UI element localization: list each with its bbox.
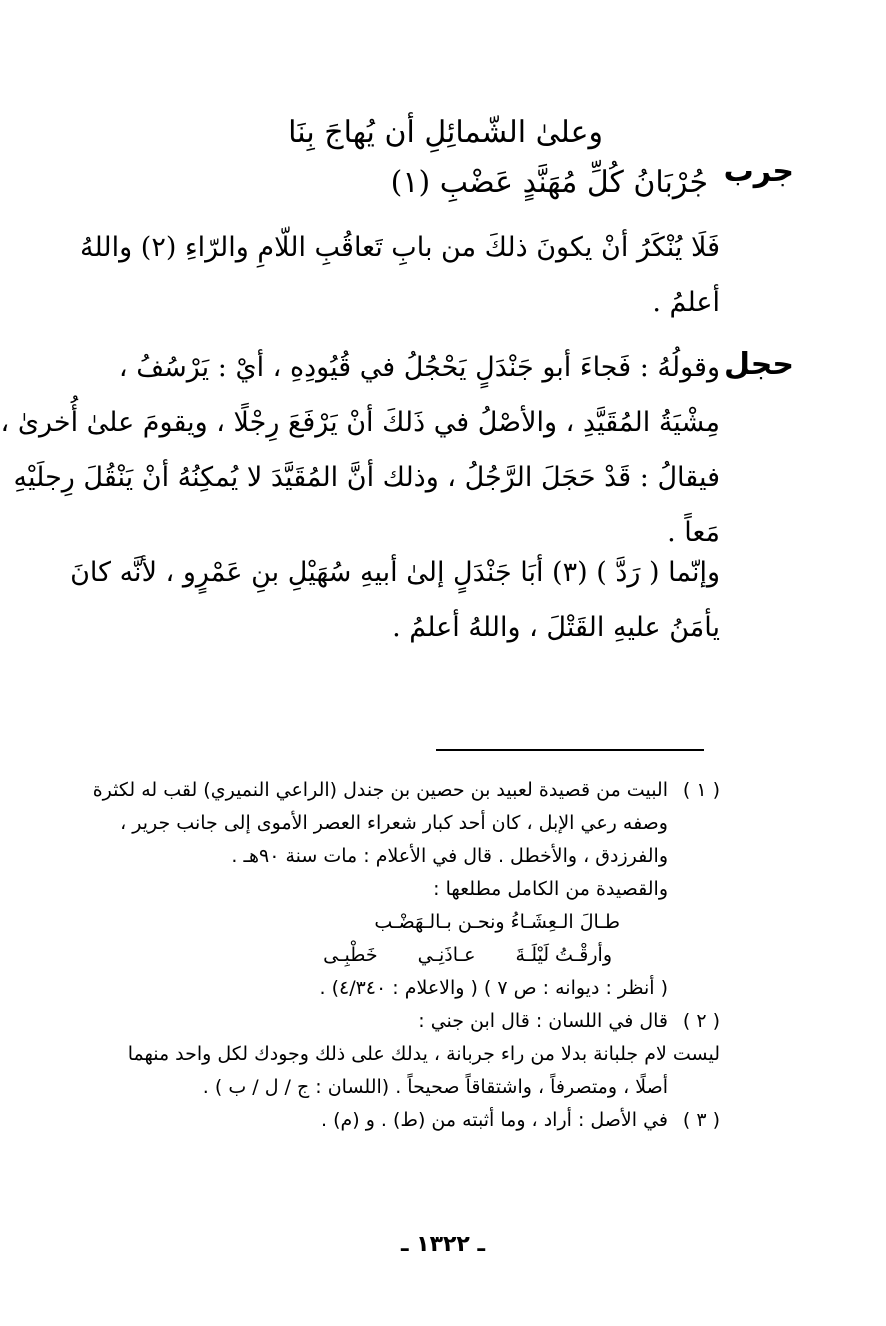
margin-keyword-jrb: جرب: [723, 154, 794, 189]
margin-keyword-hjl: حجل: [723, 347, 794, 382]
paragraph-line: مِشْيَةُ المُقَيَّدِ ، والأصْلُ في ذَلكَ أنْ يَرْفَعَ رِجْلًا ، ويقومَ علىٰ أُخرىٰ ،: [0, 407, 720, 438]
footnote-text: في الأصل : أراد ، وما أثبته من (ط) . و (م) .: [320, 1109, 668, 1131]
paragraph-line: فَلَا يُنْكَرُ أنْ يكونَ ذلكَ من بابِ تَعاقُبِ اللّامِ والرّاءِ (٢) واللهُ: [80, 232, 720, 263]
footnote-2: [60, 1005, 720, 1104]
page-number: ـ ١٣٢٢ ـ: [400, 1232, 486, 1257]
footnote-3: [60, 1104, 720, 1137]
paragraph-line: مَعاً .: [667, 517, 720, 548]
footnote-text: أصلًا ، ومتصرفاً ، واشتقاقاً صحيحاً . (اللسان : ج / ل / ب ) .: [202, 1076, 668, 1098]
verse-line-1: وعلىٰ الشّمائِلِ أن يُهاجَ بِنَا: [288, 115, 603, 150]
paragraph-3: [60, 545, 720, 655]
paragraph-line: أعلمُ .: [652, 287, 720, 318]
footnote-separator: [436, 749, 704, 751]
paragraph-line: فيقالُ : قَدْ حَجَلَ الرَّجُلُ ، وذلك أنَّ المُقَيَّدَ لا يُمكِنُهُ أنْ يَنْقُلَ رِجلَيْهِ: [13, 462, 720, 493]
footnote-number: ( ١ ): [682, 779, 720, 801]
verse-block: [248, 108, 708, 208]
footnote-text: والقصيدة من الكامل مطلعها :: [433, 878, 668, 900]
verse-line-2: جُرْبَانُ كُلِّ مُهَنَّدٍ عَضْبِ (١): [390, 165, 708, 200]
footnote-text: والفرزدق ، والأخطل . قال في الأعلام : مات سنة ٩٠هـ .: [231, 845, 668, 867]
footnote-reference: ( أنظر : ديوانه : ص ٧ ) ( والاعلام : ٤/٣٤٠) .: [319, 977, 668, 999]
footnote-number: ( ٣ ): [682, 1109, 720, 1131]
footnote-text: البيت من قصيدة لعبيد بن حصين بن جندل (الراعي النميري) لقب له لكثرة: [92, 779, 668, 801]
paragraph-line: يأمَنُ عليهِ القَتْلَ ، واللهُ أعلمُ .: [392, 612, 720, 643]
paragraph-1: [60, 220, 720, 330]
paragraph-2: [0, 340, 720, 560]
footnotes: [60, 774, 720, 1137]
footnote-verse-line-1: طـالَ الـعِشَـاءُ ونحـن بـالـهَضْـب: [374, 911, 620, 933]
paragraph-line: وقولُهُ : فَجاءَ أبو جَنْدَلٍ يَحْجُلُ في قُيُودِهِ ، أيْ : يَرْسُفُ ،: [118, 352, 720, 383]
footnote-1: [60, 774, 720, 1005]
verse-word: عـاذَنِـي: [417, 944, 476, 966]
footnote-text: وصفه رعي الإبل ، كان أحد كبار شعراء العصر الأموى إلى جانب جرير ،: [120, 812, 668, 834]
paragraph-line: وإنّما ( رَدَّ ) (٣) أبَا جَنْدَلٍ إلىٰ أبيهِ سُهَيْلِ بنِ عَمْرٍو ، لأنَّه كانَ: [70, 557, 720, 588]
footnote-text: قال في اللسان : قال ابن جني :: [418, 1010, 668, 1032]
verse-word: وأرقْـتُ لَيْلَـةَ: [515, 944, 612, 966]
verse-word: خَطْبِـى: [323, 944, 378, 966]
footnote-number: ( ٢ ): [682, 1010, 720, 1032]
footnote-text: ليست لام جلبانة بدلا من راء جربانة ، يدلك على ذلك وجودك لكل واحد منهما: [127, 1043, 720, 1065]
footnote-verse-line-2: [60, 939, 720, 972]
